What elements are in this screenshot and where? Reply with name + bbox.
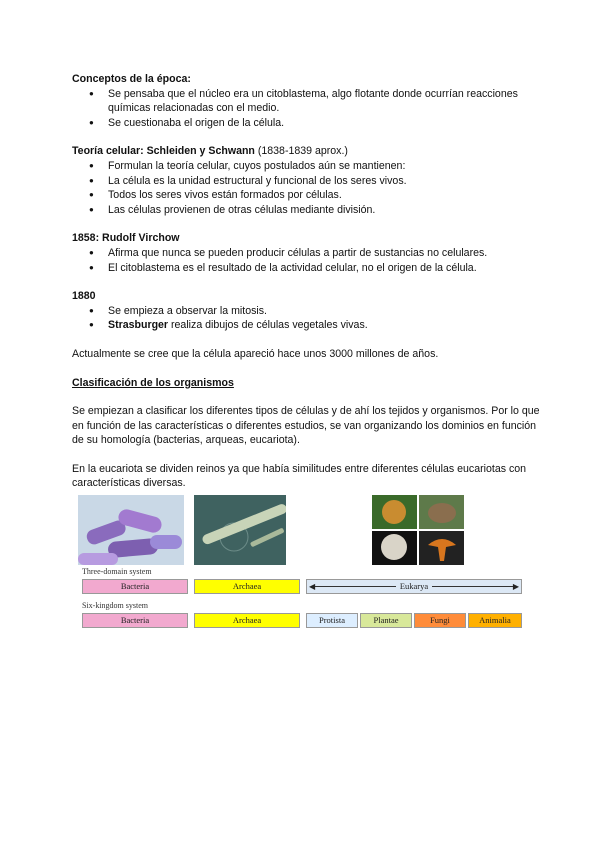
document-page <box>72 72 542 643</box>
archaea-kingdom-box: Archaea <box>194 613 300 628</box>
protista-box: Protista <box>306 613 358 628</box>
section-title-bold: Conceptos de la época: <box>72 73 191 85</box>
domains-figure <box>72 493 542 643</box>
list-item: ● Las células provienen de otras células mediante división. <box>72 203 542 218</box>
list-item-text: realiza dibujos de células vegetales vivas. <box>168 319 368 332</box>
section-1 <box>72 72 542 130</box>
section-title: 1880 <box>72 290 96 303</box>
archaea-photo <box>194 495 286 565</box>
list-item: ● Todos los seres vivos están formados por células. <box>72 188 542 203</box>
fungi-box: Fungi <box>414 613 466 628</box>
section-2 <box>72 144 542 217</box>
strasburger-name: Strasburger <box>108 319 169 332</box>
classification-heading: Clasificación de los organismos <box>72 376 234 389</box>
eukarya-label: Eukarya <box>396 581 432 591</box>
list-item: ● Se pensaba que el núcleo era un citoblastema, algo flotante donde ocurrían reacciones químicas relacionadas con el medio. <box>72 87 542 116</box>
eukarya-box: ◀ ▶ Eukarya <box>306 579 522 594</box>
bacteria-box: Bacteria <box>82 579 188 594</box>
section-title <box>72 231 542 246</box>
list-item: ● Se empieza a observar la mitosis. <box>72 304 542 319</box>
section-title-suffix: (1838-1839 aprox.) <box>254 145 348 158</box>
plantae-box: Plantae <box>360 613 412 628</box>
list-item: ● Afirma que nunca se pueden producir células a partir de sustancias no celulares. <box>72 246 542 261</box>
list-item: ● La célula es la unidad estructural y funcional de los seres vivos. <box>72 174 542 189</box>
section-1880 <box>72 289 542 333</box>
list-item: ● Se cuestionaba el origen de la célula. <box>72 116 542 131</box>
section-title <box>72 72 542 87</box>
bacteria-kingdom-box: Bacteria <box>82 613 188 628</box>
list-item: ● Formulan la teoría celular, cuyos postulados aún se mantienen: <box>72 159 542 174</box>
six-kingdom-label: Six-kingdom system <box>82 601 149 611</box>
bacteria-photo <box>78 495 184 565</box>
three-domain-label: Three-domain system <box>82 567 152 577</box>
list-item: ● El citoblastema es el resultado de la actividad celular, no el origen de la célula. <box>72 261 542 276</box>
animalia-box: Animalia <box>468 613 522 628</box>
eukarya-photos <box>372 495 464 565</box>
paragraph-actual: Actualmente se cree que la célula apareció hace unos 3000 millones de años. <box>72 347 439 360</box>
section-title-bold: Teoría celular: Schleiden y Schwann <box>72 145 255 158</box>
list-item <box>72 318 542 333</box>
section-title-bold: 1858: Rudolf Virchow <box>72 232 180 245</box>
paragraph-classification: Se empiezan a clasificar los diferentes tipos de células y de ahí los tejidos y organismos. Por lo que en función de las características o diferentes estudios, se van organizando los dominios en función de su homología (bacterias, arqueas, eucariota). <box>72 405 540 447</box>
paragraph-eukaryote: En la eucariota se dividen reinos ya que había similitudes entre diferentes células eucariotas con características diversas. <box>72 462 527 490</box>
archaea-box: Archaea <box>194 579 300 594</box>
section-title <box>72 144 542 159</box>
section-3 <box>72 231 542 275</box>
